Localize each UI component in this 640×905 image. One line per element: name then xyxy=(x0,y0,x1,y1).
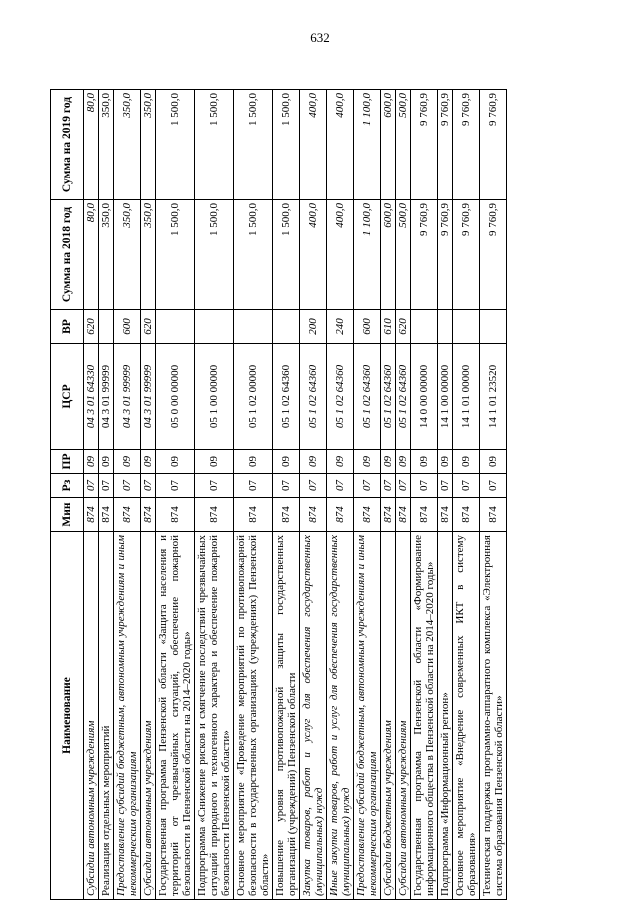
cell-vr: 610 xyxy=(381,310,396,344)
cell-rz: 07 xyxy=(195,474,234,498)
cell-vr: 620 xyxy=(141,310,156,344)
cell-vr xyxy=(453,310,480,344)
cell-vr xyxy=(99,310,114,344)
cell-pr: 09 xyxy=(480,450,507,474)
cell-sum-2018: 1 500,0 xyxy=(195,200,234,310)
cell-sum-2018: 1 100,0 xyxy=(354,200,381,310)
table-row xyxy=(300,90,327,900)
cell-rz: 07 xyxy=(327,474,354,498)
cell-name: Основное мероприятие «Проведение мероприятий по противопожарной безопасности в государственных организациях (учреждениях) Пензенской области» xyxy=(234,532,273,900)
cell-csr: 05 1 00 00000 xyxy=(195,344,234,450)
cell-pr: 09 xyxy=(99,450,114,474)
cell-csr: 05 1 02 64360 xyxy=(381,344,396,450)
page-number: 632 xyxy=(310,30,330,45)
cell-sum-2018: 350,0 xyxy=(114,200,141,310)
table-row xyxy=(99,90,114,900)
cell-pr: 09 xyxy=(300,450,327,474)
cell-rz: 07 xyxy=(381,474,396,498)
table-row xyxy=(438,90,453,900)
table-row xyxy=(381,90,396,900)
cell-min: 874 xyxy=(156,498,195,532)
cell-csr: 04 3 01 99999 xyxy=(99,344,114,450)
header-vr: ВР xyxy=(51,310,84,344)
cell-min: 874 xyxy=(99,498,114,532)
table-row xyxy=(84,90,99,900)
cell-rz: 07 xyxy=(453,474,480,498)
cell-min: 874 xyxy=(114,498,141,532)
table-row xyxy=(234,90,273,900)
cell-rz: 07 xyxy=(141,474,156,498)
cell-min: 874 xyxy=(84,498,99,532)
cell-rz: 07 xyxy=(99,474,114,498)
cell-name: Государственная программа Пензенской области «Формирование информационного общества в Пензенской области на 2014–2020 годы» xyxy=(411,532,438,900)
cell-rz: 07 xyxy=(438,474,453,498)
cell-csr: 05 1 02 64360 xyxy=(354,344,381,450)
cell-sum-2019: 500,0 xyxy=(396,90,411,200)
cell-sum-2018: 9 760,9 xyxy=(480,200,507,310)
cell-sum-2019: 400,0 xyxy=(327,90,354,200)
table-header-row xyxy=(51,90,84,900)
cell-min: 874 xyxy=(195,498,234,532)
cell-min: 874 xyxy=(234,498,273,532)
cell-min: 874 xyxy=(411,498,438,532)
cell-csr: 04 3 01 99999 xyxy=(114,344,141,450)
cell-sum-2019: 400,0 xyxy=(300,90,327,200)
header-rz: Рз xyxy=(51,474,84,498)
cell-sum-2018: 9 760,9 xyxy=(453,200,480,310)
cell-sum-2019: 9 760,9 xyxy=(438,90,453,200)
cell-pr: 09 xyxy=(195,450,234,474)
cell-sum-2018: 1 500,0 xyxy=(156,200,195,310)
cell-csr: 04 3 01 99999 xyxy=(141,344,156,450)
cell-csr: 14 1 01 00000 xyxy=(453,344,480,450)
cell-pr: 09 xyxy=(156,450,195,474)
cell-name: Субсидии автономным учреждениям xyxy=(141,532,156,900)
cell-name: Основное мероприятие «Внедрение современных ИКТ в систему образования» xyxy=(453,532,480,900)
cell-csr: 05 0 00 00000 xyxy=(156,344,195,450)
cell-vr: 240 xyxy=(327,310,354,344)
table-row xyxy=(411,90,438,900)
cell-name: Субсидии бюджетным учреждениям xyxy=(381,532,396,900)
cell-vr xyxy=(480,310,507,344)
table-row xyxy=(327,90,354,900)
cell-min: 874 xyxy=(300,498,327,532)
cell-sum-2019: 350,0 xyxy=(99,90,114,200)
cell-sum-2019: 350,0 xyxy=(114,90,141,200)
cell-sum-2019: 1 500,0 xyxy=(195,90,234,200)
budget-table xyxy=(50,89,507,900)
table-row xyxy=(273,90,300,900)
cell-csr: 05 1 02 64360 xyxy=(396,344,411,450)
cell-csr: 04 3 01 64330 xyxy=(84,344,99,450)
cell-sum-2019: 9 760,9 xyxy=(453,90,480,200)
cell-sum-2018: 350,0 xyxy=(99,200,114,310)
cell-csr: 05 1 02 00000 xyxy=(234,344,273,450)
cell-min: 874 xyxy=(453,498,480,532)
header-sum-2018: Сумма на 2018 год xyxy=(51,200,84,310)
cell-sum-2018: 600,0 xyxy=(381,200,396,310)
cell-pr: 09 xyxy=(411,450,438,474)
cell-name: Реализация отдельных мероприятий xyxy=(99,532,114,900)
table-row xyxy=(354,90,381,900)
cell-csr: 05 1 02 64360 xyxy=(273,344,300,450)
cell-sum-2018: 80,0 xyxy=(84,200,99,310)
table-row xyxy=(195,90,234,900)
cell-name: Субсидии автономным учреждениям xyxy=(396,532,411,900)
cell-sum-2019: 1 100,0 xyxy=(354,90,381,200)
cell-sum-2019: 9 760,9 xyxy=(480,90,507,200)
header-sum-2019: Сумма на 2019 год xyxy=(51,90,84,200)
cell-pr: 09 xyxy=(354,450,381,474)
cell-vr xyxy=(438,310,453,344)
cell-sum-2019: 1 500,0 xyxy=(234,90,273,200)
cell-rz: 07 xyxy=(300,474,327,498)
cell-vr xyxy=(156,310,195,344)
cell-csr: 05 1 02 64360 xyxy=(327,344,354,450)
cell-pr: 09 xyxy=(438,450,453,474)
cell-min: 874 xyxy=(438,498,453,532)
cell-sum-2018: 400,0 xyxy=(327,200,354,310)
cell-name: Иные закупки товаров, работ и услуг для обеспечения государственных (муниципальных) нужд xyxy=(327,532,354,900)
header-name: Наименование xyxy=(51,532,84,900)
cell-vr: 600 xyxy=(354,310,381,344)
cell-name: Предоставление субсидий бюджетным, автономным учреждениям и иным некоммерческим организациям xyxy=(114,532,141,900)
cell-sum-2018: 9 760,9 xyxy=(438,200,453,310)
cell-vr xyxy=(234,310,273,344)
table-row xyxy=(453,90,480,900)
cell-min: 874 xyxy=(327,498,354,532)
cell-sum-2019: 1 500,0 xyxy=(156,90,195,200)
cell-pr: 09 xyxy=(114,450,141,474)
cell-name: Государственная программа Пензенской области «Защита населения и территорий от чрезвычайных ситуаций, обеспечение пожарной безопасности в Пензенской области на 2014–2020 годы» xyxy=(156,532,195,900)
cell-name: Повышение уровня противопожарной защиты государственных организаций (учреждений) Пензенской области xyxy=(273,532,300,900)
cell-pr: 09 xyxy=(327,450,354,474)
cell-pr: 09 xyxy=(381,450,396,474)
cell-vr: 600 xyxy=(114,310,141,344)
cell-sum-2019: 1 500,0 xyxy=(273,90,300,200)
cell-min: 874 xyxy=(141,498,156,532)
cell-min: 874 xyxy=(381,498,396,532)
header-csr: ЦСР xyxy=(51,344,84,450)
cell-pr: 09 xyxy=(273,450,300,474)
cell-min: 874 xyxy=(354,498,381,532)
rotated-table-container xyxy=(50,90,605,900)
header-pr: ПР xyxy=(51,450,84,474)
cell-name: Подпрограмма «Снижение рисков и смягчение последствий чрезвычайных ситуаций природного и техногенного характера и обеспечение пожарной безопасности Пензенской области» xyxy=(195,532,234,900)
table-body xyxy=(84,90,507,900)
cell-pr: 09 xyxy=(141,450,156,474)
cell-rz: 07 xyxy=(396,474,411,498)
cell-vr: 620 xyxy=(396,310,411,344)
cell-name: Предоставление субсидий бюджетным, автономным учреждениям и иным некоммерческим организациям xyxy=(354,532,381,900)
cell-pr: 09 xyxy=(396,450,411,474)
cell-vr xyxy=(195,310,234,344)
table-row xyxy=(396,90,411,900)
cell-rz: 07 xyxy=(411,474,438,498)
cell-sum-2019: 600,0 xyxy=(381,90,396,200)
cell-csr: 14 1 01 23520 xyxy=(480,344,507,450)
cell-rz: 07 xyxy=(273,474,300,498)
cell-sum-2018: 400,0 xyxy=(300,200,327,310)
cell-name: Техническая поддержка программно-аппаратного комплекса «Электронная система образования Пензенской области» xyxy=(480,532,507,900)
cell-sum-2018: 500,0 xyxy=(396,200,411,310)
cell-sum-2019: 80,0 xyxy=(84,90,99,200)
cell-rz: 07 xyxy=(354,474,381,498)
cell-vr xyxy=(273,310,300,344)
table-row xyxy=(480,90,507,900)
cell-name: Закупка товаров, работ и услуг для обеспечения государственных (муниципальных) нужд xyxy=(300,532,327,900)
cell-name: Субсидии автономным учреждениям xyxy=(84,532,99,900)
cell-csr: 14 1 00 00000 xyxy=(438,344,453,450)
cell-vr: 620 xyxy=(84,310,99,344)
cell-sum-2018: 9 760,9 xyxy=(411,200,438,310)
cell-rz: 07 xyxy=(84,474,99,498)
table-row xyxy=(114,90,141,900)
cell-pr: 09 xyxy=(453,450,480,474)
cell-sum-2018: 350,0 xyxy=(141,200,156,310)
cell-min: 874 xyxy=(480,498,507,532)
cell-rz: 07 xyxy=(234,474,273,498)
cell-csr: 14 0 00 00000 xyxy=(411,344,438,450)
cell-min: 874 xyxy=(396,498,411,532)
cell-sum-2019: 9 760,9 xyxy=(411,90,438,200)
cell-sum-2018: 1 500,0 xyxy=(273,200,300,310)
header-min: Мин xyxy=(51,498,84,532)
cell-pr: 09 xyxy=(234,450,273,474)
cell-rz: 07 xyxy=(114,474,141,498)
cell-name: Подпрограмма «Информационный регион» xyxy=(438,532,453,900)
cell-sum-2018: 1 500,0 xyxy=(234,200,273,310)
cell-vr xyxy=(411,310,438,344)
cell-sum-2019: 350,0 xyxy=(141,90,156,200)
cell-vr: 200 xyxy=(300,310,327,344)
cell-rz: 07 xyxy=(156,474,195,498)
cell-csr: 05 1 02 64360 xyxy=(300,344,327,450)
cell-min: 874 xyxy=(273,498,300,532)
cell-pr: 09 xyxy=(84,450,99,474)
table-row xyxy=(141,90,156,900)
table-row xyxy=(156,90,195,900)
cell-rz: 07 xyxy=(480,474,507,498)
